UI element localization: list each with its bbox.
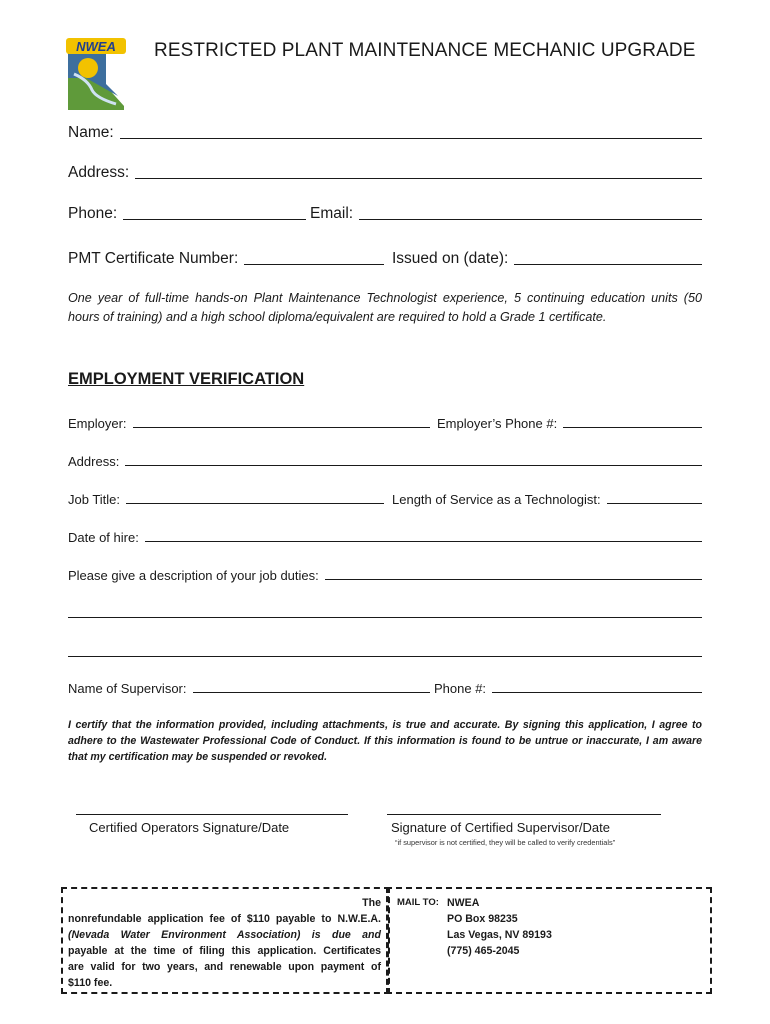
supervisor-signature-label: Signature of Certified Supervisor/Date	[391, 820, 610, 835]
mail-to-line2: Las Vegas, NV 89193	[447, 929, 552, 941]
employment-heading: EMPLOYMENT VERIFICATION	[68, 370, 305, 388]
pmt-certificate-field[interactable]	[68, 250, 384, 268]
fee-text-line1: nonrefundable application fee of $110 payable to N.W.E.A.	[68, 913, 381, 925]
fee-text-line4: are valid for two years, and renewable upon payment of	[68, 961, 381, 973]
address-field[interactable]	[68, 164, 702, 182]
email-line[interactable]	[359, 219, 702, 220]
address-line[interactable]	[135, 178, 702, 179]
logo-text: NWEA	[76, 39, 116, 54]
mail-to-phone: (775) 465-2045	[447, 945, 520, 957]
nwea-logo	[66, 34, 126, 110]
mail-to-name: NWEA	[447, 897, 480, 909]
mail-to-line1: PO Box 98235	[447, 913, 518, 925]
length-of-service-label: Length of Service as a Technologist:	[392, 492, 601, 507]
supervisor-note: “if supervisor is not certified, they will be called to verify credentials”	[395, 838, 616, 847]
job-duties-field[interactable]	[68, 568, 702, 583]
employer-line[interactable]	[133, 427, 430, 428]
name-line[interactable]	[120, 138, 702, 139]
employer-address-line[interactable]	[125, 465, 702, 466]
issued-date-field[interactable]	[392, 250, 702, 268]
supervisor-phone-field[interactable]	[434, 681, 702, 696]
supervisor-name-line[interactable]	[193, 692, 431, 693]
address-label: Address:	[68, 164, 130, 181]
supervisor-phone-line[interactable]	[492, 692, 702, 693]
phone-label: Phone:	[68, 205, 118, 222]
phone-line[interactable]	[123, 219, 306, 220]
email-label: Email:	[310, 205, 354, 222]
certification-text: I certify that the information provided, including attachments, is true and accurate. By signing this application, I agree to adhere to the Wastewater Professional Code of Conduct. If this information is found to be untrue or inaccurate, I am aware that my certification may be suspended or revoked.	[68, 719, 702, 763]
fee-text-line2: (Nevada Water Environment Association) is due and	[68, 929, 381, 941]
operator-signature-label: Certified Operators Signature/Date	[89, 820, 290, 835]
phone-field[interactable]	[68, 205, 306, 223]
operator-signature-line[interactable]	[76, 814, 348, 815]
issued-date-line[interactable]	[514, 264, 702, 265]
pmt-certificate-line[interactable]	[244, 264, 384, 265]
fee-text-line3: payable at the time of filing this application. Certificates	[68, 945, 381, 957]
job-title-field[interactable]	[68, 492, 384, 507]
supervisor-signature-line[interactable]	[387, 814, 661, 815]
length-of-service-line[interactable]	[607, 503, 702, 504]
job-duties-line[interactable]	[325, 579, 702, 580]
employer-phone-label: Employer’s Phone #:	[437, 416, 558, 431]
job-duties-line-3[interactable]	[68, 656, 702, 657]
fee-text-line5: $110 fee.	[68, 977, 113, 989]
name-field[interactable]	[68, 124, 702, 142]
date-of-hire-line[interactable]	[145, 541, 702, 542]
date-of-hire-field[interactable]	[68, 530, 702, 545]
job-duties-label: Please give a description of your job duties:	[68, 568, 319, 583]
employer-phone-line[interactable]	[563, 427, 702, 428]
pmt-certificate-label: PMT Certificate Number:	[68, 250, 239, 267]
job-title-line[interactable]	[126, 503, 384, 504]
page-title: RESTRICTED PLANT MAINTENANCE MECHANIC UPGRADE	[154, 40, 696, 61]
issued-date-label: Issued on (date):	[392, 250, 509, 267]
date-of-hire-label: Date of hire:	[68, 530, 139, 545]
supervisor-name-label: Name of Supervisor:	[68, 681, 187, 696]
fee-text-the: The	[362, 897, 381, 909]
supervisor-phone-label: Phone #:	[434, 681, 487, 696]
mail-to-label: MAIL TO:	[397, 897, 439, 908]
employer-phone-field[interactable]	[437, 416, 702, 431]
email-field[interactable]	[310, 205, 702, 223]
mail-to-box	[386, 887, 712, 994]
requirements-text: One year of full-time hands-on Plant Maintenance Technologist experience, 5 continuing education units (50 hours of training) and a high school diploma/equivalent are required to hold a Grade 1 certificate.	[68, 291, 702, 324]
employer-address-field[interactable]	[68, 454, 702, 469]
length-of-service-field[interactable]	[392, 492, 702, 507]
employer-label: Employer:	[68, 416, 127, 431]
job-duties-line-2[interactable]	[68, 617, 702, 618]
employer-field[interactable]	[68, 416, 430, 431]
fee-box	[61, 887, 390, 994]
supervisor-name-field[interactable]	[68, 681, 430, 696]
name-label: Name:	[68, 124, 114, 141]
employer-address-label: Address:	[68, 454, 120, 469]
job-title-label: Job Title:	[68, 492, 121, 507]
